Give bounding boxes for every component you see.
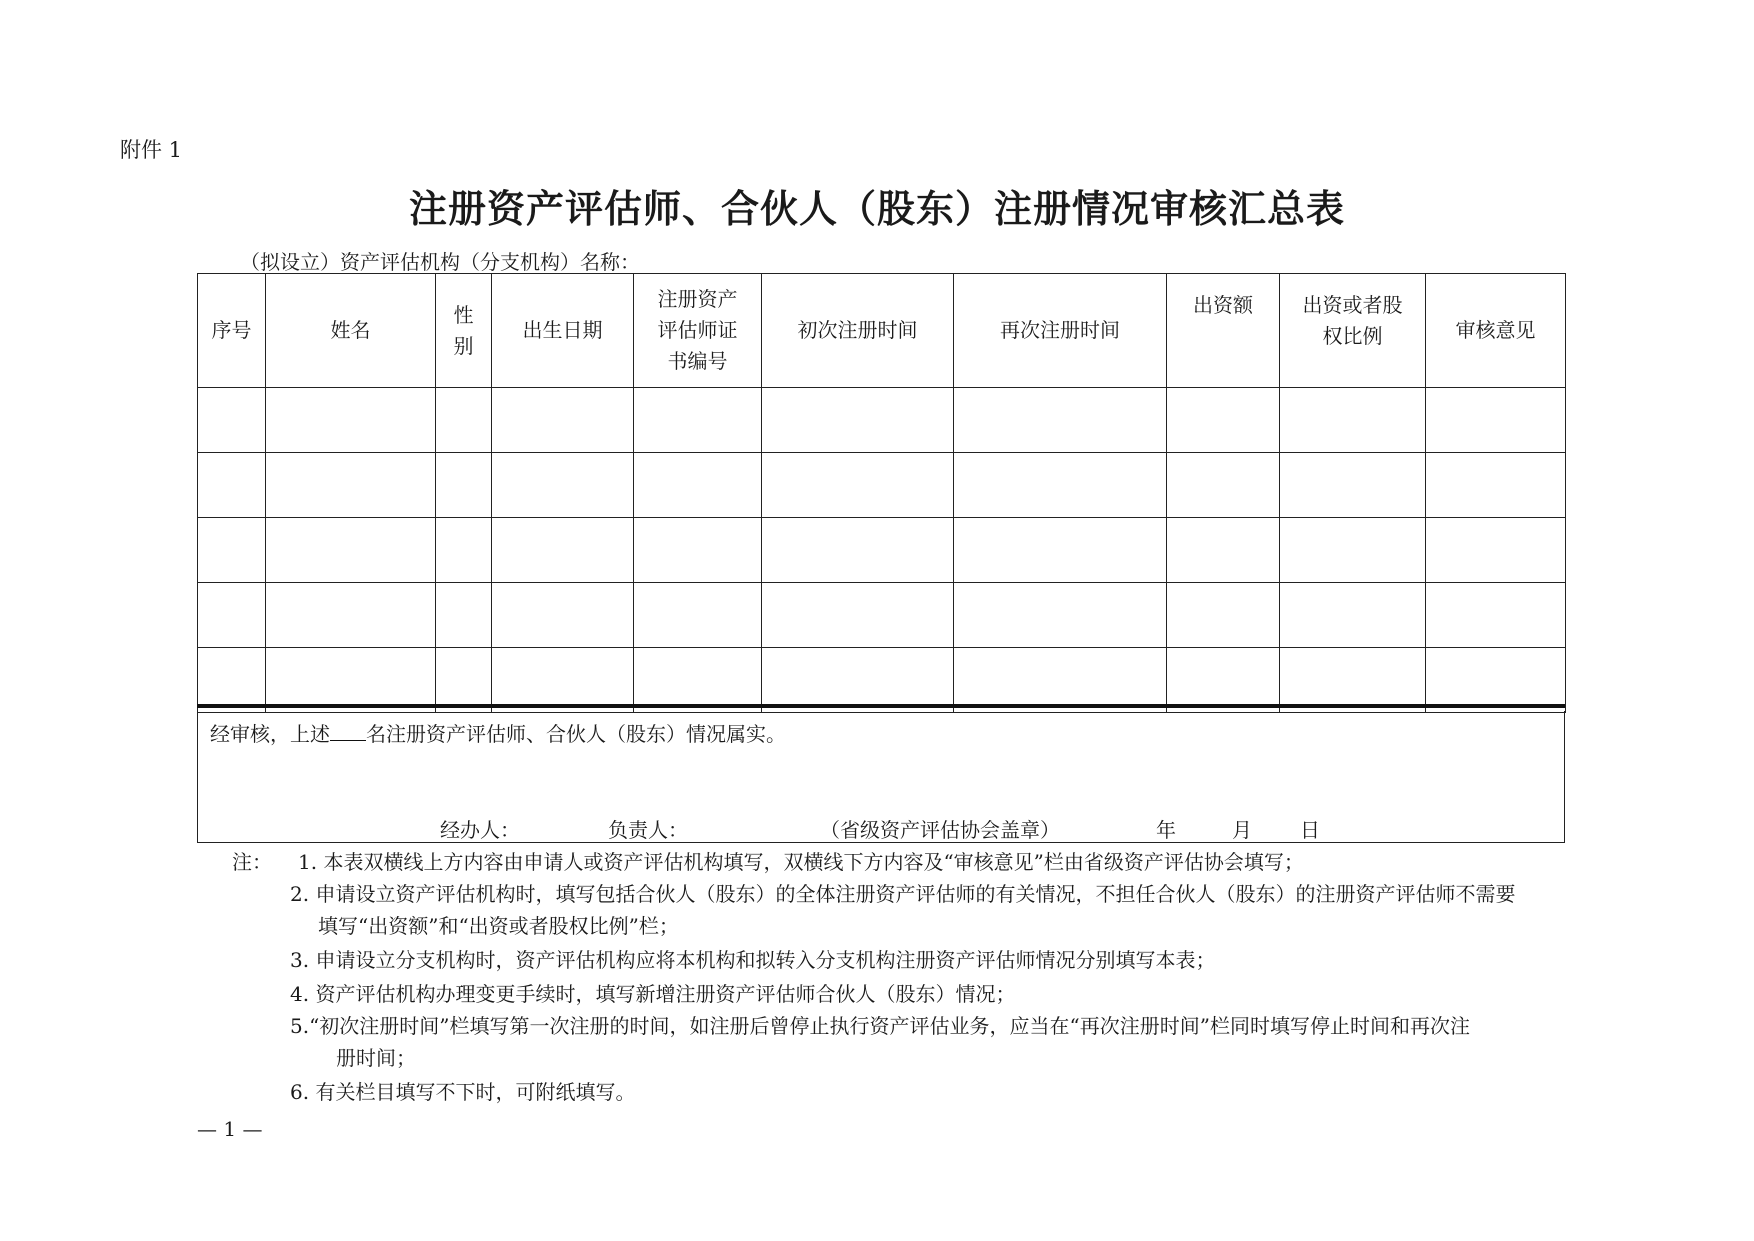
cell-re-reg[interactable] bbox=[954, 388, 1167, 453]
cell-first-reg[interactable] bbox=[762, 648, 954, 713]
cell-gender[interactable] bbox=[436, 518, 492, 583]
attachment-label: 附件 1 bbox=[120, 138, 183, 162]
cell-birth-date[interactable] bbox=[492, 388, 634, 453]
cell-cert-no[interactable] bbox=[634, 518, 762, 583]
cell-ratio[interactable] bbox=[1280, 648, 1426, 713]
note-2-cont: 填写“出资额”和“出资或者股权比例”栏； bbox=[318, 914, 679, 938]
cell-cert-no[interactable] bbox=[634, 648, 762, 713]
cell-first-reg[interactable] bbox=[762, 583, 954, 648]
header-capital: 出资额 bbox=[1167, 274, 1280, 388]
cell-gender[interactable] bbox=[436, 648, 492, 713]
double-line-divider bbox=[197, 704, 1565, 708]
note-6: 6. 有关栏目填写不下时，可附纸填写。 bbox=[290, 1080, 636, 1104]
header-first-reg: 初次注册时间 bbox=[762, 274, 954, 388]
cell-capital[interactable] bbox=[1167, 518, 1280, 583]
cell-birth-date[interactable] bbox=[492, 453, 634, 518]
table-row bbox=[198, 453, 1566, 518]
cell-ratio[interactable] bbox=[1280, 518, 1426, 583]
cell-birth-date[interactable] bbox=[492, 583, 634, 648]
cell-seq[interactable] bbox=[198, 518, 266, 583]
seal-label: （省级资产评估协会盖章） bbox=[820, 818, 1060, 842]
header-seq: 序号 bbox=[198, 274, 266, 388]
cell-gender[interactable] bbox=[436, 453, 492, 518]
note-1: 1. 本表双横线上方内容由申请人或资产评估机构填写，双横线下方内容及“审核意见”栏由省级资产评估协会填写； bbox=[298, 850, 1304, 874]
cell-first-reg[interactable] bbox=[762, 388, 954, 453]
cell-seq[interactable] bbox=[198, 583, 266, 648]
cell-name[interactable] bbox=[266, 583, 436, 648]
count-blank[interactable] bbox=[330, 722, 366, 741]
review-statement: 经审核，上述 名注册资产评估师、合伙人（股东）情况属实。 bbox=[210, 722, 786, 746]
header-gender: 性 别 bbox=[436, 274, 492, 388]
org-name-label: （拟设立）资产评估机构（分支机构）名称： bbox=[240, 250, 640, 274]
cell-re-reg[interactable] bbox=[954, 648, 1167, 713]
table-row bbox=[198, 583, 1566, 648]
cell-opinion[interactable] bbox=[1426, 388, 1566, 453]
cell-ratio[interactable] bbox=[1280, 388, 1426, 453]
note-2: 2. 申请设立资产评估机构时，填写包括合伙人（股东）的全体注册资产评估师的有关情况，不担任合伙人（股东）的注册资产评估师不需要 bbox=[290, 882, 1516, 906]
day-label: 日 bbox=[1300, 818, 1320, 842]
cell-cert-no[interactable] bbox=[634, 583, 762, 648]
cell-birth-date[interactable] bbox=[492, 518, 634, 583]
header-cert-no: 注册资产 评估师证 书编号 bbox=[634, 274, 762, 388]
table-row bbox=[198, 518, 1566, 583]
cell-birth-date[interactable] bbox=[492, 648, 634, 713]
cell-first-reg[interactable] bbox=[762, 453, 954, 518]
registration-table bbox=[197, 273, 1566, 713]
cell-capital[interactable] bbox=[1167, 388, 1280, 453]
page-number: — 1 — bbox=[197, 1117, 263, 1141]
cell-name[interactable] bbox=[266, 518, 436, 583]
cell-re-reg[interactable] bbox=[954, 453, 1167, 518]
note-4: 4. 资产评估机构办理变更手续时，填写新增注册资产评估师合伙人（股东）情况； bbox=[290, 982, 1016, 1006]
table-row bbox=[198, 388, 1566, 453]
note-5: 5.“初次注册时间”栏填写第一次注册的时间，如注册后曾停止执行资产评估业务，应当在“再次注册时间”栏同时填写停止时间和再次注 bbox=[290, 1014, 1470, 1038]
cell-name[interactable] bbox=[266, 388, 436, 453]
cell-first-reg[interactable] bbox=[762, 518, 954, 583]
cell-seq[interactable] bbox=[198, 388, 266, 453]
cell-name[interactable] bbox=[266, 648, 436, 713]
note-3: 3. 申请设立分支机构时，资产评估机构应将本机构和拟转入分支机构注册资产评估师情况分别填写本表； bbox=[290, 948, 1216, 972]
cell-ratio[interactable] bbox=[1280, 583, 1426, 648]
cell-opinion[interactable] bbox=[1426, 453, 1566, 518]
note-5-cont: 册时间； bbox=[336, 1046, 416, 1070]
cell-capital[interactable] bbox=[1167, 583, 1280, 648]
cell-gender[interactable] bbox=[436, 388, 492, 453]
cell-opinion[interactable] bbox=[1426, 583, 1566, 648]
month-label: 月 bbox=[1232, 818, 1252, 842]
header-opinion: 审核意见 bbox=[1426, 274, 1566, 388]
header-ratio: 出资或者股 权比例 bbox=[1280, 274, 1426, 388]
header-re-reg: 再次注册时间 bbox=[954, 274, 1167, 388]
cell-re-reg[interactable] bbox=[954, 518, 1167, 583]
cell-name[interactable] bbox=[266, 453, 436, 518]
cell-cert-no[interactable] bbox=[634, 453, 762, 518]
cell-cert-no[interactable] bbox=[634, 388, 762, 453]
cell-gender[interactable] bbox=[436, 583, 492, 648]
table-row bbox=[198, 648, 1566, 713]
cell-ratio[interactable] bbox=[1280, 453, 1426, 518]
cell-seq[interactable] bbox=[198, 453, 266, 518]
responsible-label: 负责人： bbox=[608, 818, 688, 842]
cell-capital[interactable] bbox=[1167, 648, 1280, 713]
table-header-row bbox=[198, 274, 1566, 388]
cell-re-reg[interactable] bbox=[954, 583, 1167, 648]
cell-opinion[interactable] bbox=[1426, 518, 1566, 583]
cell-seq[interactable] bbox=[198, 648, 266, 713]
page-title: 注册资产评估师、合伙人（股东）注册情况审核汇总表 bbox=[408, 186, 1345, 231]
header-name: 姓名 bbox=[266, 274, 436, 388]
cell-opinion[interactable] bbox=[1426, 648, 1566, 713]
header-birth-date: 出生日期 bbox=[492, 274, 634, 388]
notes-label: 注： bbox=[232, 850, 272, 874]
handler-label: 经办人： bbox=[440, 818, 520, 842]
year-label: 年 bbox=[1156, 818, 1176, 842]
cell-capital[interactable] bbox=[1167, 453, 1280, 518]
